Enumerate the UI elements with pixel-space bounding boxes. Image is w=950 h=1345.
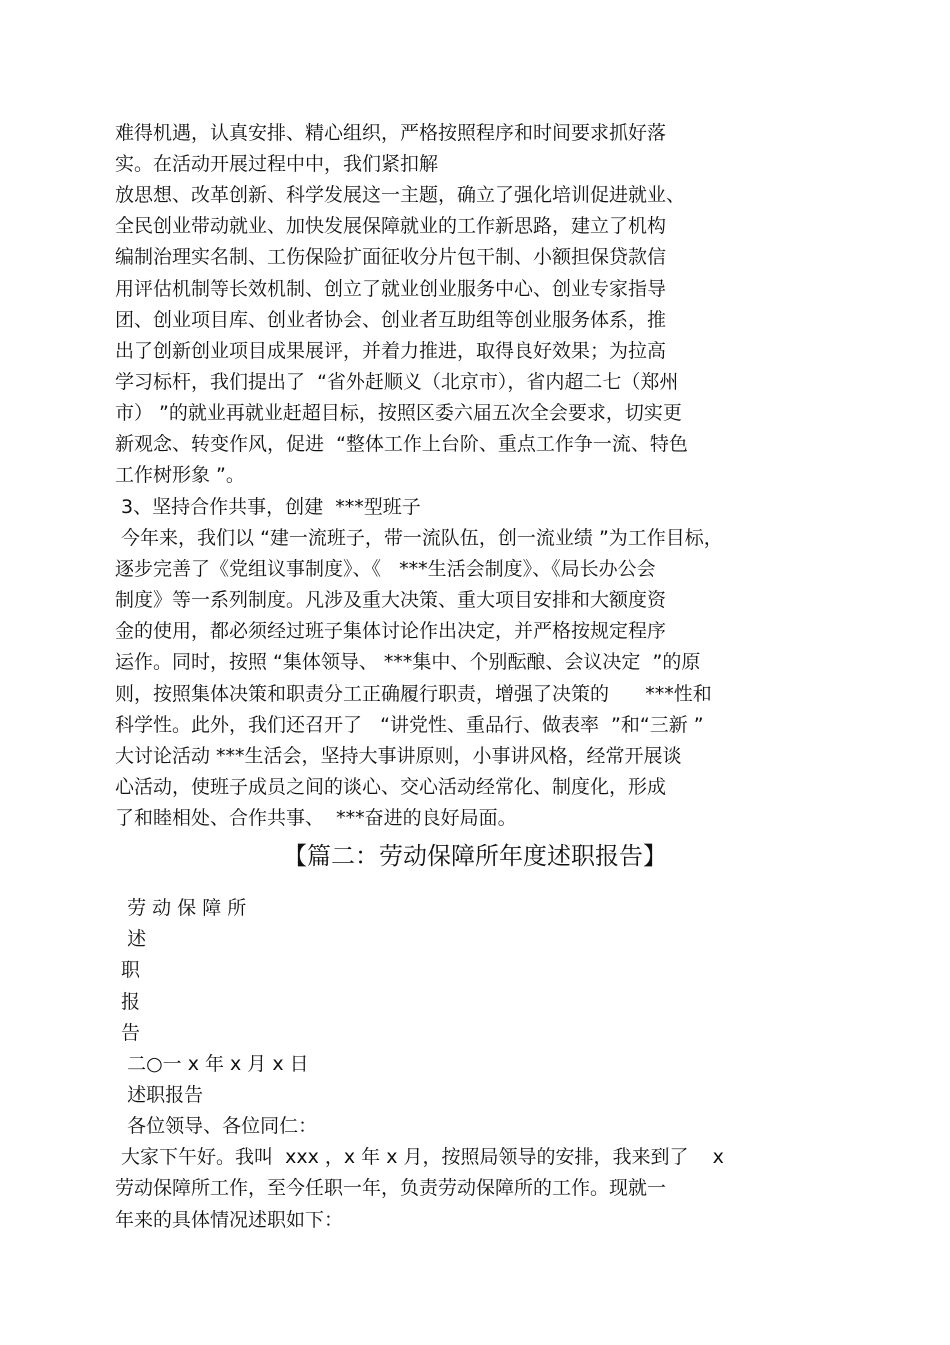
text-line: 难得机遇，认真安排、精心组织，严格按照程序和时间要求抓好落 — [115, 122, 667, 144]
text-line: 市） ”的就业再就业赶超目标，按照区委六届五次全会要求，切实更 — [115, 402, 682, 424]
report-title-line: 职 — [115, 959, 141, 981]
text-line: 全民创业带动就业、加快发展保障就业的工作新思路，建立了机构 — [115, 215, 667, 237]
report-title-line: 报 — [115, 991, 141, 1013]
section-title: 【篇二：劳动保障所年度述职报告】 — [283, 842, 667, 870]
text-line: 大家下午好。我叫 xxx ，x 年 x 月，按照局领导的安排，我来到了 x — [115, 1146, 724, 1168]
section-heading: 3、坚持合作共事，创建 ***型班子 — [115, 496, 421, 518]
text-line: 心活动，使班子成员之间的谈心、交心活动经常化、制度化，形成 — [115, 776, 667, 798]
text-line: 了和睦相处、合作共事、 ***奋进的良好局面。 — [115, 807, 517, 829]
text-line: 用评估机制等长效机制、创立了就业创业服务中心、创业专家指导 — [115, 278, 667, 300]
text-line: 团、创业项目库、创业者协会、创业者互助组等创业服务体系，推 — [115, 309, 667, 331]
report-title-line: 劳 动 保 障 所 — [115, 897, 247, 919]
text-line: 学习标杆，我们提出了 “省外赶顺义（北京市），省内超二七（郑州 — [115, 371, 679, 393]
text-line: 新观念、转变作风，促进 “整体工作上台阶、重点工作争一流、特色 — [115, 433, 688, 455]
report-title-line: 述 — [115, 928, 147, 950]
text-line: 金的使用，都必须经过班子集体讨论作出决定，并严格按规定程序 — [115, 620, 667, 642]
text-line: 运作。同时，按照 “集体领导、 ***集中、个别酝酿、会议决定 ”的原 — [115, 651, 701, 673]
text-line: 制度》等一系列制度。凡涉及重大决策、重大项目安排和大额度资 — [115, 589, 667, 611]
text-line: 编制治理实名制、工伤保险扩面征收分片包干制、小额担保贷款信 — [115, 246, 667, 268]
text-line: 放思想、改革创新、科学发展这一主题，确立了强化培训促进就业、 — [115, 184, 686, 206]
text-line: 今年来，我们以 “建一流班子，带一流队伍，创一流业绩 ”为工作目标， — [115, 527, 723, 549]
text-line: 则，按照集体决策和职责分工正确履行职责，增强了决策的 ***性和 — [115, 683, 712, 705]
text-line: 工作树形象 ”。 — [115, 464, 245, 486]
text-line: 逐步完善了《党组议事制度》、《 ***生活会制度》、《局长办公会 — [115, 558, 656, 580]
text-line: 科学性。此外，我们还召开了 “讲党性、重品行、做表率 ”和“三新 ” — [115, 714, 704, 736]
report-subtitle: 述职报告 — [115, 1084, 204, 1106]
report-date: 二○一 x 年 x 月 x 日 — [115, 1053, 309, 1075]
salutation: 各位领导、各位同仁： — [115, 1115, 318, 1137]
text-line: 实。在活动开展过程中中，我们紧扣解 — [115, 153, 439, 175]
text-line: 出了创新创业项目成果展评，并着力推进，取得良好效果；为拉高 — [115, 340, 667, 362]
report-title-line: 告 — [115, 1022, 141, 1044]
text-line: 劳动保障所工作，至今任职一年，负责劳动保障所的工作。现就一 — [115, 1177, 667, 1199]
text-line: 大讨论活动 ***生活会，坚持大事讲原则，小事讲风格，经常开展谈 — [115, 745, 682, 767]
text-line: 年来的具体情况述职如下： — [115, 1209, 344, 1231]
